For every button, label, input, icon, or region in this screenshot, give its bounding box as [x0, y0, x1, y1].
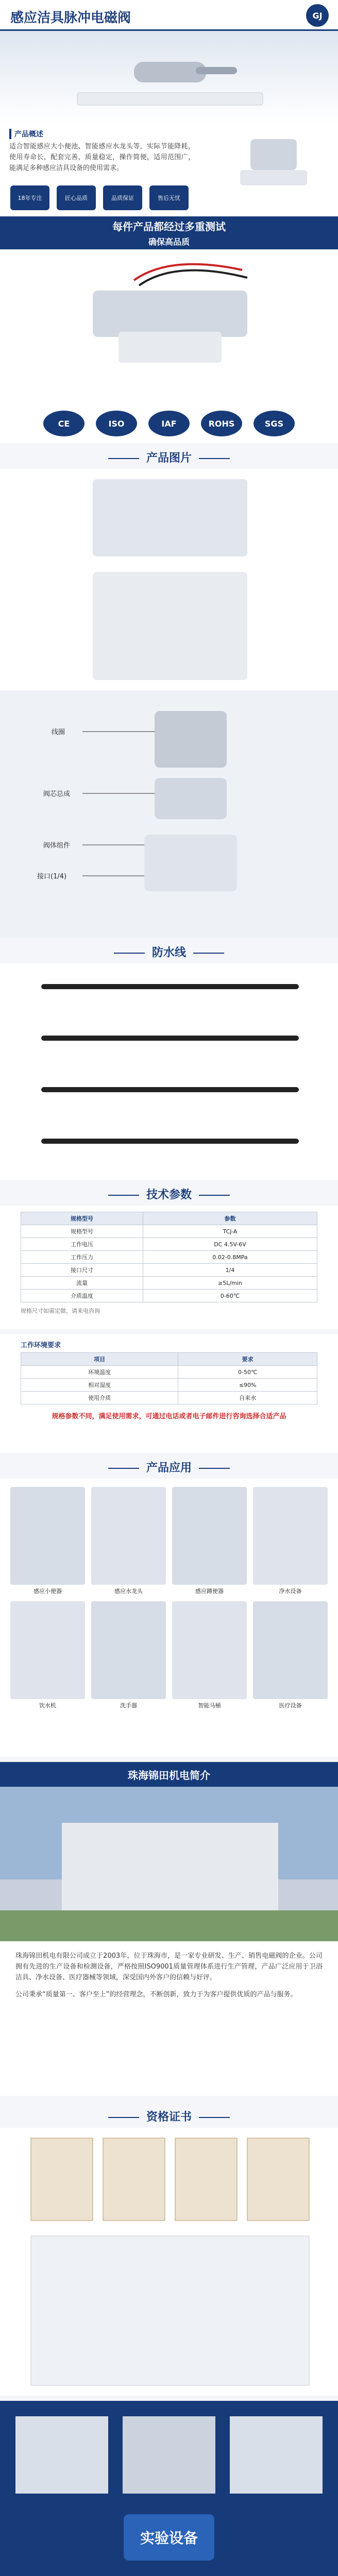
- component-diagram: [0, 690, 338, 938]
- diagram-label: 阀芯总成: [43, 790, 71, 798]
- cert-label: CE: [58, 418, 70, 429]
- test-banner: [0, 216, 338, 249]
- env-section: [0, 1334, 338, 1453]
- apps-grid: [0, 1479, 338, 1757]
- product-photos: [0, 469, 338, 690]
- app-photo: [253, 1487, 328, 1585]
- table-cell: DC 4.5V-6V: [143, 1238, 317, 1251]
- badge-grid: [10, 185, 189, 210]
- table-cell: 0-60℃: [143, 1290, 317, 1302]
- table-cell: TCJ-A: [143, 1225, 317, 1238]
- honors-title-row: [0, 2107, 338, 2128]
- table-cell: 环境温度: [21, 1366, 178, 1379]
- page-title: 感应洁具脉冲电磁阀: [10, 10, 131, 26]
- app-card: [10, 1487, 85, 1595]
- cert-label: ROHS: [208, 418, 235, 429]
- table-cell: 1/4: [143, 1264, 317, 1277]
- app-label: 饮水机: [39, 1702, 56, 1709]
- overview-heading: 产品概述: [9, 129, 43, 139]
- company-title: 珠海锦田机电简介: [128, 1769, 210, 1782]
- params-note: 规格尺寸如需定做，请来电咨询: [21, 1308, 100, 1314]
- app-photo: [172, 1601, 247, 1699]
- column-header: 项目: [21, 1353, 178, 1366]
- app-card: [172, 1487, 247, 1595]
- table-row: [21, 1264, 317, 1277]
- app-card: [91, 1487, 166, 1595]
- table-header-row: [21, 1353, 317, 1366]
- test-banner-line1: 每件产品都经过多重测试: [112, 221, 226, 233]
- faucet-image: [0, 31, 338, 124]
- badge-item: [10, 185, 49, 210]
- exploded-view: [0, 690, 338, 938]
- app-photo: [10, 1601, 85, 1699]
- logo-text: GJ: [312, 10, 323, 21]
- honors-grid: [0, 2128, 338, 2396]
- badge-item: [149, 185, 189, 210]
- table-cell: ≤90%: [178, 1379, 317, 1392]
- column-header: 参数: [143, 1212, 317, 1225]
- company-banner: [0, 1762, 338, 1787]
- table-row: [21, 1277, 317, 1290]
- test-banner-line2: 确保高品质: [148, 237, 190, 247]
- env-heading: 工作环境要求: [21, 1342, 61, 1349]
- badge-label: 售后无忧: [158, 195, 180, 201]
- table-cell: 使用介质: [21, 1392, 178, 1404]
- badge-label: 品质保证: [111, 195, 134, 201]
- cert-strip: [0, 404, 338, 443]
- app-label: 洗手器: [120, 1702, 137, 1709]
- table-row: [21, 1290, 317, 1302]
- table-row: [21, 1225, 317, 1238]
- table-row: [21, 1366, 317, 1379]
- table-cell: 接口尺寸: [21, 1264, 143, 1277]
- app-card: [253, 1487, 328, 1595]
- table-cell: 相对湿度: [21, 1379, 178, 1392]
- table-row: [21, 1238, 317, 1251]
- table-cell: 工作压力: [21, 1251, 143, 1264]
- product-photo-set: [0, 469, 338, 690]
- cert-logo: [43, 411, 84, 436]
- app-card: [253, 1601, 328, 1709]
- apps-grid-inner: [10, 1487, 328, 1709]
- app-photo: [91, 1601, 166, 1699]
- cert-logo: [254, 411, 295, 436]
- app-label: 感应水龙头: [114, 1588, 143, 1595]
- display-title-row: [0, 448, 338, 469]
- badge-label: 匠心品质: [65, 195, 88, 201]
- column-header: 要求: [178, 1353, 317, 1366]
- overview-section: [0, 124, 338, 216]
- env-note: 规格参数不同，满足使用需求，可通过电话或者电子邮件进行咨询选择合适产品: [52, 1413, 286, 1420]
- cert-logo: [148, 411, 190, 436]
- diagram-label: 线圈: [52, 728, 65, 736]
- table-row: [21, 1379, 317, 1392]
- params-table: [21, 1212, 317, 1302]
- app-photo: [91, 1487, 166, 1585]
- table-cell: 流量: [21, 1277, 143, 1290]
- column-header: 规格型号: [21, 1212, 143, 1225]
- cert-label: IAF: [161, 418, 177, 429]
- company-text-block: [0, 1941, 338, 2096]
- apps-title: 产品应用: [0, 1458, 338, 1479]
- app-photo: [253, 1601, 328, 1699]
- params-title: 技术参数: [0, 1185, 338, 1206]
- table-cell: 工作电压: [21, 1238, 143, 1251]
- product-thumb: [209, 129, 333, 211]
- badge-item: [57, 185, 96, 210]
- diagram-label: 阀体组件: [43, 842, 71, 850]
- apps-title-row: [0, 1458, 338, 1479]
- badge-label: 18年专注: [18, 195, 42, 201]
- env-table: [21, 1352, 317, 1404]
- app-photo: [172, 1487, 247, 1585]
- honors-title: 资格证书: [0, 2107, 338, 2128]
- brand-logo: [306, 4, 329, 27]
- diagram-label: 接口(1/4): [37, 873, 67, 880]
- cert-label: ISO: [108, 418, 125, 429]
- waterproof-title-row: [0, 943, 338, 963]
- params-title-row: [0, 1185, 338, 1206]
- equipment-photos: [0, 2401, 338, 2576]
- certificates-image: [0, 2128, 338, 2396]
- table-cell: 0-50℃: [178, 1366, 317, 1379]
- hero-image: [0, 31, 338, 124]
- company-text-2: 公司秉承“质量第一、客户至上”的经营理念，不断创新，致力于为客户提供优质的产品与服务。: [15, 1991, 297, 1998]
- app-label: 医疗设备: [279, 1702, 302, 1709]
- app-label: 智能马桶: [198, 1702, 221, 1709]
- app-label: 净水设备: [279, 1588, 302, 1595]
- company-building-photo: [0, 1787, 338, 1941]
- app-card: [91, 1601, 166, 1709]
- waterproof-title: 防水线: [0, 943, 338, 963]
- overview-text: 适合智能感应大小便池、智能感应水龙头等，实际节能降耗，使用寿命长，配套完善，质量稳定，操作简便，适用范围广，能满足多种感应洁具设备的使用需求。: [9, 143, 195, 172]
- table-cell: 自来水: [178, 1392, 317, 1404]
- cert-logo: [201, 411, 242, 436]
- cert-label: SGS: [264, 418, 284, 429]
- product-image-section: [0, 249, 338, 404]
- page-header: [0, 0, 338, 31]
- table-header-row: [21, 1212, 317, 1225]
- table-cell: 规格型号: [21, 1225, 143, 1238]
- table-cell: 介质温度: [21, 1290, 143, 1302]
- badge-item: [103, 185, 142, 210]
- equipment-section: [0, 2401, 338, 2576]
- table-row: [21, 1251, 317, 1264]
- cert-logo: [96, 411, 137, 436]
- equipment-title: 实验设备: [124, 2514, 214, 2561]
- table-row: [21, 1392, 317, 1404]
- building-image: [0, 1787, 338, 1941]
- app-photo: [10, 1487, 85, 1585]
- params-table-wrap: [0, 1206, 338, 1329]
- app-label: 感应小便器: [33, 1588, 62, 1595]
- valve-image: [0, 249, 338, 404]
- app-card: [10, 1601, 85, 1709]
- display-title: 产品图片: [0, 448, 338, 469]
- app-label: 感应蹲便器: [195, 1588, 224, 1595]
- table-cell: ≥5L/min: [143, 1277, 317, 1290]
- waterproof-cables: [0, 963, 338, 1180]
- cable-image: [0, 963, 338, 1180]
- table-cell: 0.02-0.8MPa: [143, 1251, 317, 1264]
- company-text: 珠海锦田机电有限公司成立于2003年，位于珠海市，是一家专业研发、生产、销售电磁阀的企业。公司拥有先进的生产设备和检测设备，严格按照ISO9001质量管理体系进行生产管理，产品广泛应用于卫浴洁具、净水设备、医疗器械等领域，深受国内外客户的信赖与好评。: [15, 1952, 323, 1981]
- app-card: [172, 1601, 247, 1709]
